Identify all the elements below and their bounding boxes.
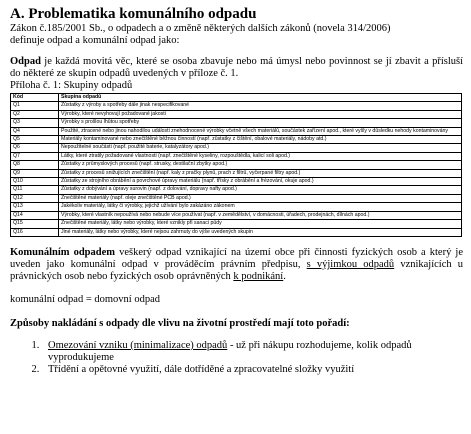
table-cell-group: Jakékoliv materiály, látky či výrobky, jejichž užívání bylo zakázáno zákonem	[59, 203, 462, 211]
table-row	[11, 211, 462, 219]
table-header-row	[11, 94, 462, 102]
table-row	[11, 194, 462, 202]
municipal-term: Komunálním odpadem	[10, 246, 116, 258]
table-row	[11, 127, 462, 135]
table-row	[11, 161, 462, 169]
municipal-business: k podnikání	[233, 270, 284, 282]
table-cell-code: Q13	[11, 203, 59, 211]
table-body	[11, 102, 462, 237]
intro-line-2: definuje odpad a komunální odpad jako:	[10, 35, 180, 46]
list-item-text: - už při nákupu rozhodujeme, kolik odpadů vyprodukujeme	[48, 339, 412, 363]
intro-line-1: Zákon č.185/2001 Sb., o odpadech a o změně některých dalších zákonů (novela 314/2006)	[10, 23, 391, 34]
table-row	[11, 169, 462, 177]
municipal-waste-definition	[10, 247, 463, 283]
table-cell-group: Zůstatky z dobývání a úpravy surovin (např. z dolování, dopravy nafty apod.)	[59, 186, 462, 194]
table-cell-code: Q5	[11, 136, 59, 144]
waste-definition-text: je každá movitá věc, které se osoba zbavuje nebo má úmysl nebo povinnost se jí zbavit a přísluší do některé ze skupin odpadů uvedených v příloze č. 1.	[10, 56, 463, 79]
waste-term: Odpad	[10, 56, 41, 67]
table-row	[11, 228, 462, 236]
table-cell-code: Q15	[11, 220, 59, 228]
table-row	[11, 144, 462, 152]
table-cell-code: Q7	[11, 152, 59, 160]
ways-list	[10, 340, 463, 376]
table-row	[11, 203, 462, 211]
table-row	[11, 220, 462, 228]
table-row	[11, 178, 462, 186]
table-cell-group: Jiné materiály, látky nebo výrobky, které nejsou zahrnuty do výše uvedených skupin	[59, 228, 462, 236]
waste-definition	[10, 56, 463, 80]
table-caption: Příloha č. 1: Skupiny odpadů	[10, 80, 133, 91]
table-cell-group: Výrobky, které nevyhovují požadované jakosti	[59, 110, 462, 118]
table-cell-code: Q11	[11, 186, 59, 194]
municipal-text-1: veškerý odpad vznikající na území obce při činnosti fyzických osob a který je uveden jako komunální odpad v prováděcím právním předpisu,	[10, 246, 463, 270]
table-cell-code: Q14	[11, 211, 59, 219]
section-heading: A. Problematika komunálního odpadu	[10, 6, 257, 22]
list-item-underlined: Omezování vzniku (minimalizace) odpadů	[48, 339, 228, 351]
table-header-code: Kód	[11, 94, 59, 102]
table-cell-code: Q4	[11, 127, 59, 135]
table-row	[11, 136, 462, 144]
municipal-exception: s výjimkou odpadů	[306, 258, 395, 270]
table-cell-code: Q2	[11, 110, 59, 118]
table-cell-code: Q10	[11, 178, 59, 186]
waste-groups-table	[10, 93, 462, 237]
table-cell-code: Q3	[11, 119, 59, 127]
table-cell-code: Q12	[11, 194, 59, 202]
table-cell-group: Znečištěné materiály, látky nebo výrobky, které vznikly při sanaci půdy	[59, 220, 462, 228]
table-cell-code: Q1	[11, 102, 59, 110]
table-cell-group: Výrobky s prošlou lhůtou spotřeby	[59, 119, 462, 127]
table-header-group: Skupina odpadů	[59, 94, 462, 102]
table-cell-code: Q6	[11, 144, 59, 152]
table-cell-group: Výrobky, které vlastník nepoužívá nebo nebude více používat (např. v zemědělství, v domácnosti, úřadech, prodejnách, dílnách apod.)	[59, 211, 462, 219]
table-row	[11, 119, 462, 127]
municipal-text-2: vznikajících u právnických osob nebo fyzických osob oprávněných	[10, 258, 464, 282]
table-cell-code: Q8	[11, 161, 59, 169]
table-cell-group: Znečištěné materiály (např. oleje znečištěné PCB apod.)	[59, 194, 462, 202]
formula: komunální odpad = domovní odpad	[10, 293, 160, 305]
table-cell-group: Nepoužitelné součásti (např. použité baterie, katalyzátory apod.)	[59, 144, 462, 152]
list-item	[42, 340, 463, 364]
table-row	[11, 186, 462, 194]
table-cell-group: Použité, ztracené nebo jinou nahodilou události znehodnocené výrobky včetně všech materiálů, součástek zařízení apod., které vyšly v důsledku nehody kontaminovány	[59, 127, 462, 135]
table-row	[11, 102, 462, 110]
table-cell-code: Q9	[11, 169, 59, 177]
list-item-text: Třídění a opětovné využití, dále dotříděné a zpracovatelné složky využití	[48, 363, 355, 375]
ways-heading: Způsoby nakládání s odpady dle vlivu na životní prostředí mají toto pořadí:	[10, 317, 350, 329]
table-cell-group: Zůstatky z průmyslových procesů (např. strusky, destilační zbytky apod.)	[59, 161, 462, 169]
table-cell-group: Zůstatky z procesů snižujících znečištění (např. kaly z pračky plynů, prach z filtrů, vyčerpané filtry apod.)	[59, 169, 462, 177]
table-cell-group: Zůstatky z výroby a spotřeby dále jinak nespecifikované	[59, 102, 462, 110]
table-row	[11, 152, 462, 160]
table-cell-code: Q16	[11, 228, 59, 236]
table-cell-group: Materiály kontaminované nebo znečištěné běžnou činností (např. zůstatky z čištění, obalové materiály, nádoby atd.)	[59, 136, 462, 144]
table-cell-group: Zůstatky ze strojního obrábění a povrchové úpravy materiálu (např. třísky z obrábění a frézování, okuje apod.)	[59, 178, 462, 186]
municipal-text-end: .	[283, 270, 286, 282]
list-item	[42, 364, 463, 376]
table-row	[11, 110, 462, 118]
table-cell-group: Látky, které ztratily požadované vlastnosti (např. znečištěné kyseliny, rozpouštědla, kalicí soli apod.)	[59, 152, 462, 160]
